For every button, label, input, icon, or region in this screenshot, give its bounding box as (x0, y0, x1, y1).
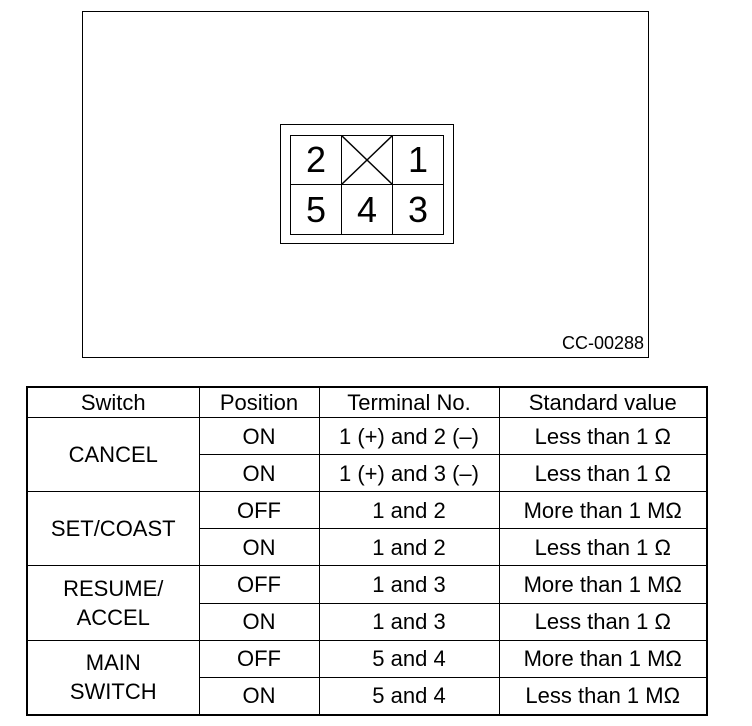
terminal-cell: 1 and 3 (319, 603, 499, 640)
terminal-cell: 1 (+) and 2 (–) (319, 418, 499, 455)
terminal-cell: 1 and 2 (319, 492, 499, 529)
value-cell: Less than 1 Ω (499, 455, 707, 492)
header-switch: Switch (27, 387, 199, 418)
terminal-cell: 1 and 3 (319, 566, 499, 603)
header-position: Position (199, 387, 319, 418)
header-standard-value: Standard value (499, 387, 707, 418)
unused-terminal-cross-icon (342, 136, 393, 185)
value-cell: Less than 1 Ω (499, 529, 707, 566)
value-cell: Less than 1 Ω (499, 418, 707, 455)
switch-cell: MAIN SWITCH (27, 640, 199, 715)
position-cell: OFF (199, 492, 319, 529)
header-terminal: Terminal No. (319, 387, 499, 418)
table-row (27, 418, 707, 455)
position-cell: ON (199, 418, 319, 455)
terminal-5: 5 (291, 185, 342, 234)
terminal-cell: 5 and 4 (319, 677, 499, 715)
value-cell: More than 1 MΩ (499, 492, 707, 529)
terminal-cell: 1 (+) and 3 (–) (319, 455, 499, 492)
table-row (27, 492, 707, 529)
position-cell: ON (199, 529, 319, 566)
position-cell: ON (199, 603, 319, 640)
switch-spec-table (26, 386, 708, 716)
terminal-cell: 1 and 2 (319, 529, 499, 566)
value-cell: Less than 1 Ω (499, 603, 707, 640)
value-cell: More than 1 MΩ (499, 566, 707, 603)
switch-cell: SET/COAST (27, 492, 199, 566)
switch-cell: RESUME/ ACCEL (27, 566, 199, 640)
value-cell: More than 1 MΩ (499, 640, 707, 677)
position-cell: OFF (199, 640, 319, 677)
figure-id: CC-00288 (561, 333, 644, 353)
value-cell: Less than 1 MΩ (499, 677, 707, 715)
terminal-1: 1 (393, 136, 443, 185)
table-row (27, 640, 707, 677)
terminal-2: 2 (291, 136, 342, 185)
terminal-3: 3 (407, 188, 429, 230)
table-row (27, 566, 707, 603)
terminal-4: 4 (342, 185, 393, 234)
terminal-cell: 5 and 4 (319, 640, 499, 677)
table-header-row (27, 387, 707, 418)
position-cell: ON (199, 677, 319, 715)
position-cell: OFF (199, 566, 319, 603)
connector-terminal-grid (290, 135, 444, 235)
position-cell: ON (199, 455, 319, 492)
switch-cell: CANCEL (27, 418, 199, 492)
